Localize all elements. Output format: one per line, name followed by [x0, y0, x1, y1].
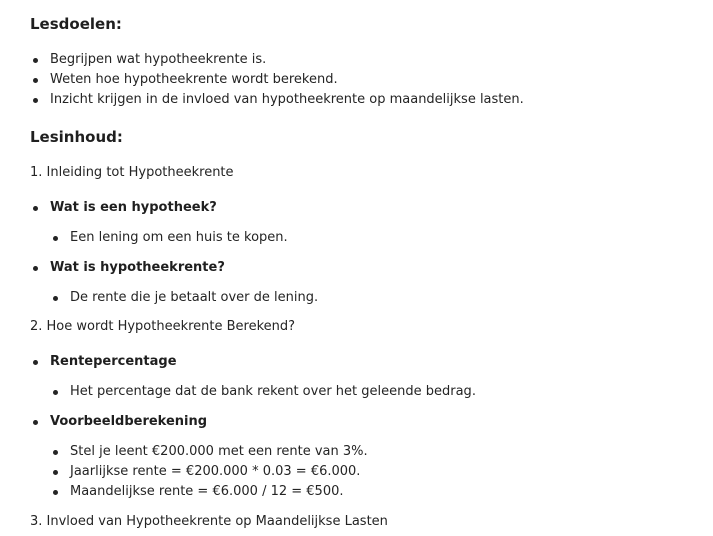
bullet-icon	[53, 390, 58, 395]
bullet-icon	[33, 360, 38, 365]
bullet-icon	[53, 296, 58, 301]
bullet-icon	[53, 236, 58, 241]
section-title: 1. Inleiding tot Hypotheekrente	[30, 165, 234, 180]
bullet-icon	[53, 450, 58, 455]
sub-list-item-text: Stel je leent €200.000 met een rente van 3%.	[70, 444, 368, 459]
section-title: 3. Invloed van Hypotheekrente op Maandelijkse Lasten	[30, 514, 388, 529]
sub-list-item-text: Maandelijkse rente = €6.000 / 12 = €500.	[70, 484, 344, 499]
bullet-icon	[33, 98, 38, 103]
list-item-label: Voorbeeldberekening	[50, 414, 208, 429]
bullet-icon	[53, 490, 58, 495]
lesinhoud-heading: Lesinhoud:	[30, 128, 123, 146]
lesdoelen-item-text: Weten hoe hypotheekrente wordt berekend.	[50, 72, 338, 87]
bullet-icon	[33, 420, 38, 425]
sub-list-item-text: De rente die je betaalt over de lening.	[70, 290, 319, 305]
lesdoelen-item-text: Inzicht krijgen in de invloed van hypotheekrente op maandelijkse lasten.	[50, 92, 524, 107]
section-title: 2. Hoe wordt Hypotheekrente Berekend?	[30, 319, 296, 334]
lesdoelen-item-text: Begrijpen wat hypotheekrente is.	[50, 52, 267, 67]
bullet-icon	[33, 78, 38, 83]
sub-list-item-text: Een lening om een huis te kopen.	[70, 230, 288, 245]
bullet-icon	[33, 206, 38, 211]
sub-list-item-text: Het percentage dat de bank rekent over het geleende bedrag.	[70, 384, 476, 399]
list-item-label: Rentepercentage	[50, 354, 177, 369]
bullet-icon	[53, 470, 58, 475]
bullet-icon	[33, 58, 38, 63]
list-item-label: Wat is hypotheekrente?	[50, 260, 225, 275]
bullet-icon	[33, 266, 38, 271]
sub-list-item-text: Jaarlijkse rente = €200.000 * 0.03 = €6.000.	[70, 464, 361, 479]
lesdoelen-heading: Lesdoelen:	[30, 15, 122, 33]
list-item-label: Wat is een hypotheek?	[50, 200, 217, 215]
